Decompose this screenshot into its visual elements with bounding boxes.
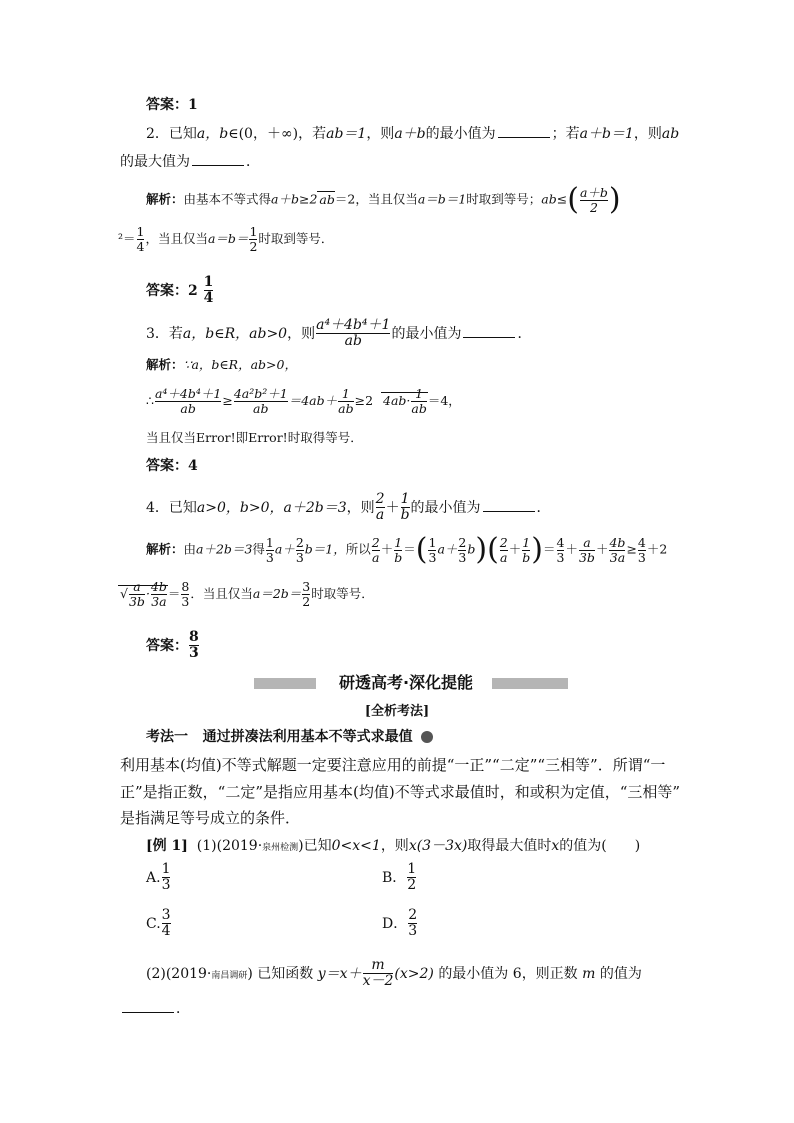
q2-num: 2．已知 xyxy=(146,126,197,142)
question-2-cont xyxy=(120,151,794,172)
example-tag: [例 1] xyxy=(146,838,188,854)
sol4-text: 所以 xyxy=(345,541,371,557)
example-1-part2 xyxy=(146,958,794,990)
fraction: $\frac{1}{ab}$ xyxy=(338,386,354,416)
fraction: $\frac{3}{2}$ xyxy=(302,579,311,609)
solution-label: 解析： xyxy=(146,191,184,207)
question-3 xyxy=(146,318,794,350)
solution-3-formula xyxy=(146,387,794,416)
fraction: $\frac{\text{a⁴＋4b⁴＋1}}{ab}$ xyxy=(154,386,222,416)
sol4-expr: a＋2b＝3 xyxy=(196,541,253,557)
ex1-text: 的值为 xyxy=(599,965,642,982)
option-label: C. xyxy=(146,915,161,932)
fraction: $\frac{1}{4}$ xyxy=(203,274,214,307)
paren-right: ) xyxy=(608,182,621,217)
source-tag: 泉州检测 xyxy=(262,843,299,853)
example-1-part1 xyxy=(146,836,794,858)
fraction: $\frac{1}{2}$ xyxy=(407,861,417,894)
sol2-expr: a＝b＝ xyxy=(207,230,249,246)
sol2-text: 时取到等号． xyxy=(258,230,334,246)
q3-then: ，则 xyxy=(287,325,316,342)
sol4-expr: a＋ xyxy=(274,541,295,557)
para-line-2: 正”是指正数，“二定”是指应用基本(均值)不等式求最值时，和或积为定值，“三相等” xyxy=(120,783,681,801)
answer-2 xyxy=(146,275,794,307)
sol3-expr: ＝4ab＋ xyxy=(288,392,338,408)
q2-expr2: ab xyxy=(661,126,680,142)
solution-3 xyxy=(146,355,794,375)
plus-symbol: ＋ xyxy=(380,541,394,557)
ex1-part1: (1)(2019· xyxy=(196,838,263,854)
eq-symbol: ＝ xyxy=(167,585,181,601)
ex1-text: )已知 xyxy=(298,838,332,854)
answer-1: 答案：1 xyxy=(146,97,198,113)
sol4-text: 由 xyxy=(183,541,197,557)
q4-end: ． xyxy=(536,499,551,516)
fraction: $\frac{4}{3}$ xyxy=(556,534,565,565)
ex1-part2: (2)(2019· xyxy=(146,965,212,982)
geq-symbol: ≥ xyxy=(626,541,637,557)
method-heading xyxy=(146,727,794,747)
fraction: $\frac{1}{2}$ xyxy=(249,224,258,254)
sol4-expr: a＋ xyxy=(437,541,458,557)
option-a[interactable] xyxy=(146,862,171,894)
sqrt-symbol: √ $\frac{a}{3b}$ · $\frac{4b}{3a}$ xyxy=(120,579,167,609)
fraction: $\frac{2}{3}$ xyxy=(458,534,467,565)
bullet-dot-icon xyxy=(421,731,433,743)
ex1-text: ) 已知函数 xyxy=(247,965,314,982)
geq-symbol: ≥2 xyxy=(354,392,374,408)
eq-symbol: ＝ xyxy=(403,541,416,557)
fraction: $\frac{a}{3b}$ xyxy=(578,534,595,565)
option-label: A. xyxy=(146,869,161,886)
sol4-text: 得 xyxy=(252,541,265,557)
answer-blank[interactable] xyxy=(192,151,244,166)
solution-label: 解析： xyxy=(146,541,184,557)
q4-num: 4．已知 xyxy=(146,499,197,516)
sol2-square: ²＝ xyxy=(118,230,136,246)
source-tag: 南昌调研 xyxy=(211,970,248,981)
ex1-expr: x(3－3x) xyxy=(408,838,468,854)
sol2-text: 由基本不等式得 xyxy=(183,191,272,207)
fraction: $\frac{1}{3}$ xyxy=(161,861,171,894)
option-label: B． xyxy=(382,869,407,886)
q3-num: 3．若 xyxy=(146,325,183,342)
fraction: $\frac{2}{a}$ xyxy=(375,491,385,524)
paren-right: ) xyxy=(475,532,488,567)
sol4-var-b: b xyxy=(467,541,476,557)
option-d[interactable] xyxy=(382,908,418,940)
therefore-symbol: ∴ xyxy=(146,392,154,408)
q2-max-text: 的最大值为 xyxy=(120,154,190,170)
answer-blank[interactable] xyxy=(483,497,535,512)
sol4-plus2: ＋2 xyxy=(646,541,668,557)
fraction: $\frac{m}{x-2}$ xyxy=(362,957,394,990)
ex1-text: ，则 xyxy=(380,838,409,854)
ex1-text: 的最小值为 xyxy=(438,965,509,982)
fraction: $\frac{1}{4}$ xyxy=(136,224,145,254)
q4-then: ，则 xyxy=(346,499,375,516)
q3-cond: a，b∈R，ab>0 xyxy=(182,325,288,342)
answer-blank[interactable] xyxy=(498,123,550,138)
sol3-line1: ∵a，b∈R，ab>0， xyxy=(183,357,297,372)
method-label: 考法一 xyxy=(146,729,188,745)
ex1-text: ，则正数 xyxy=(521,965,578,982)
q3-end: ． xyxy=(517,325,532,342)
ex1-fn: y＝x＋ xyxy=(317,965,362,982)
q2-sep: ；若 xyxy=(551,126,580,142)
plus-symbol: ＋ xyxy=(508,541,522,557)
sol2-expr: ab≤ xyxy=(541,191,568,207)
solution-4-cont xyxy=(118,580,794,609)
q2-end: ． xyxy=(246,154,260,170)
fraction: $\frac{8}{3}$ xyxy=(189,629,199,662)
fraction: $\frac{2}{a}$ xyxy=(499,534,508,565)
sol2-expr: a＋b≥2 xyxy=(271,191,318,207)
q2-expr1: a＋b xyxy=(394,126,426,142)
ex1-var: x xyxy=(551,838,560,854)
sol4-expr: b＝1， xyxy=(304,541,346,557)
sqrt-symbol: ab xyxy=(319,191,335,207)
banner-bar-right xyxy=(492,678,568,689)
q2-vars: a，b xyxy=(196,126,229,142)
answer-label: 答案： xyxy=(146,282,188,299)
paren-right: ) xyxy=(531,532,543,567)
question-2 xyxy=(146,123,794,144)
fraction: $\frac{1}{b}$ xyxy=(522,534,531,565)
sol2-expr: a＝b＝1 xyxy=(417,191,467,207)
fraction: $\frac{1}{3}$ xyxy=(265,534,274,565)
section-label: [全析考法] xyxy=(364,704,430,719)
example-1-part2-cont xyxy=(120,998,794,1019)
fraction: $\frac{2}{3}$ xyxy=(408,907,418,940)
geq-symbol: ≥ xyxy=(222,392,233,408)
fraction: $\frac{\text{a⁴＋4b⁴＋1}}{ab}$ xyxy=(316,317,391,350)
fraction: $\frac{2}{3}$ xyxy=(295,534,304,565)
section-banner xyxy=(254,672,568,694)
ex1-var: m xyxy=(582,965,596,982)
fraction: $\frac{2}{a}$ xyxy=(371,534,380,565)
q4-cond: a>0，b>0，a＋2b＝3 xyxy=(196,499,347,516)
fraction: $\frac{1}{3}$ xyxy=(428,534,437,565)
method-title: 通过拼凑法利用基本不等式求最值 xyxy=(202,729,413,745)
fraction: $\frac{1}{b}$ xyxy=(400,491,410,524)
answer-blank[interactable] xyxy=(122,998,174,1013)
q4-tail: 的最小值为 xyxy=(410,499,481,516)
q2-mid2: ，则 xyxy=(633,126,662,142)
solution-2 xyxy=(146,182,794,217)
sol4-text: 时取等号． xyxy=(311,585,374,601)
answer-3: 答案：4 xyxy=(146,458,198,474)
question-4 xyxy=(146,492,794,524)
solution-3-note: 当且仅当Error!即Error!时取得等号． xyxy=(146,430,363,445)
plus-symbol: ＋ xyxy=(385,499,400,516)
answer-4 xyxy=(146,630,794,662)
ex1-cond: 0<x<1 xyxy=(331,838,381,854)
sol4-text: ．当且仅当 xyxy=(190,585,253,601)
fraction: $\frac{1}{b}$ xyxy=(394,534,403,565)
eq-symbol: ＝ xyxy=(543,541,556,557)
q2-mid1: ，则 xyxy=(366,126,395,142)
answer-label: 答案： xyxy=(146,637,188,654)
fraction: $\frac{4b}{3a}$ xyxy=(609,534,626,565)
fraction: $\frac{\text{4a²b²＋1}}{ab}$ xyxy=(233,386,288,416)
option-c[interactable] xyxy=(146,908,172,940)
paren-left: ( xyxy=(415,532,428,567)
answer-blank[interactable] xyxy=(463,323,515,338)
paren-left: ( xyxy=(567,182,579,217)
ex1-end: ． xyxy=(176,1001,190,1017)
banner-title: 研透高考·深化提能 xyxy=(338,673,474,692)
fraction: $\frac{3}{4}$ xyxy=(161,907,171,940)
q2-min-text: 的最小值为 xyxy=(425,126,496,142)
solution-4: 解析：由a＋2b＝3得 $\frac{1}{3}$ a＋ $\frac{2}{3}$ b＝1，所以 $\frac{2}{a}$ ＋ $\frac{1}{b}$ ＝( $\frac{1}{3}$ a＋ $\frac{2}{3}$ b)( $\frac{2}{a}$ ＋ $\frac{1}{b}$ )＝ $\frac{4}{3}$ ＋ $\frac{a}{3b}$ ＋ $\frac{4b}{3a}$ ≥ $\frac{4}{3}$ ＋2 xyxy=(146,532,668,567)
para-line-3: 是指满足等号成立的条件． xyxy=(120,809,301,827)
banner-bar-left xyxy=(254,678,316,689)
sol2-text: ，当且仅当 xyxy=(145,230,208,246)
q2-domain: ∈(0，＋∞)，若 xyxy=(228,126,327,142)
ex1-value: 6 xyxy=(512,965,522,982)
answer-value: 2 xyxy=(188,282,198,299)
ex1-text: 取得最大值时 xyxy=(467,838,552,854)
fraction: $\frac{8}{3}$ xyxy=(181,579,190,609)
q2-cond1: ab＝1 xyxy=(326,126,367,142)
paren-left: ( xyxy=(487,532,499,567)
sol3-result: ＝4， xyxy=(427,392,461,408)
sqrt-symbol: 4ab· $\frac{1}{ab}$ xyxy=(383,386,427,416)
sol2-text: 时取到等号； xyxy=(466,191,542,207)
fraction: $\frac{a+b}{2}$ xyxy=(579,184,608,215)
ex1-text: 的值为( ) xyxy=(559,838,641,854)
option-label: D． xyxy=(382,915,408,932)
solution-2-cont xyxy=(118,225,794,254)
q2-cond2: a＋b＝1 xyxy=(579,126,634,142)
fraction: $\frac{4}{3}$ xyxy=(637,534,646,565)
ex1-cond2: (x>2) xyxy=(394,965,434,982)
sol2-text: ＝2，当且仅当 xyxy=(334,191,418,207)
q3-tail: 的最小值为 xyxy=(391,325,462,342)
sol4-expr: a＝2b＝ xyxy=(252,585,302,601)
option-b[interactable] xyxy=(382,862,417,894)
para-line-1: 利用基本(均值)不等式解题一定要注意应用的前提“一正”“二定”“三相等”．所谓“一 xyxy=(120,756,666,774)
solution-label: 解析： xyxy=(146,357,184,372)
